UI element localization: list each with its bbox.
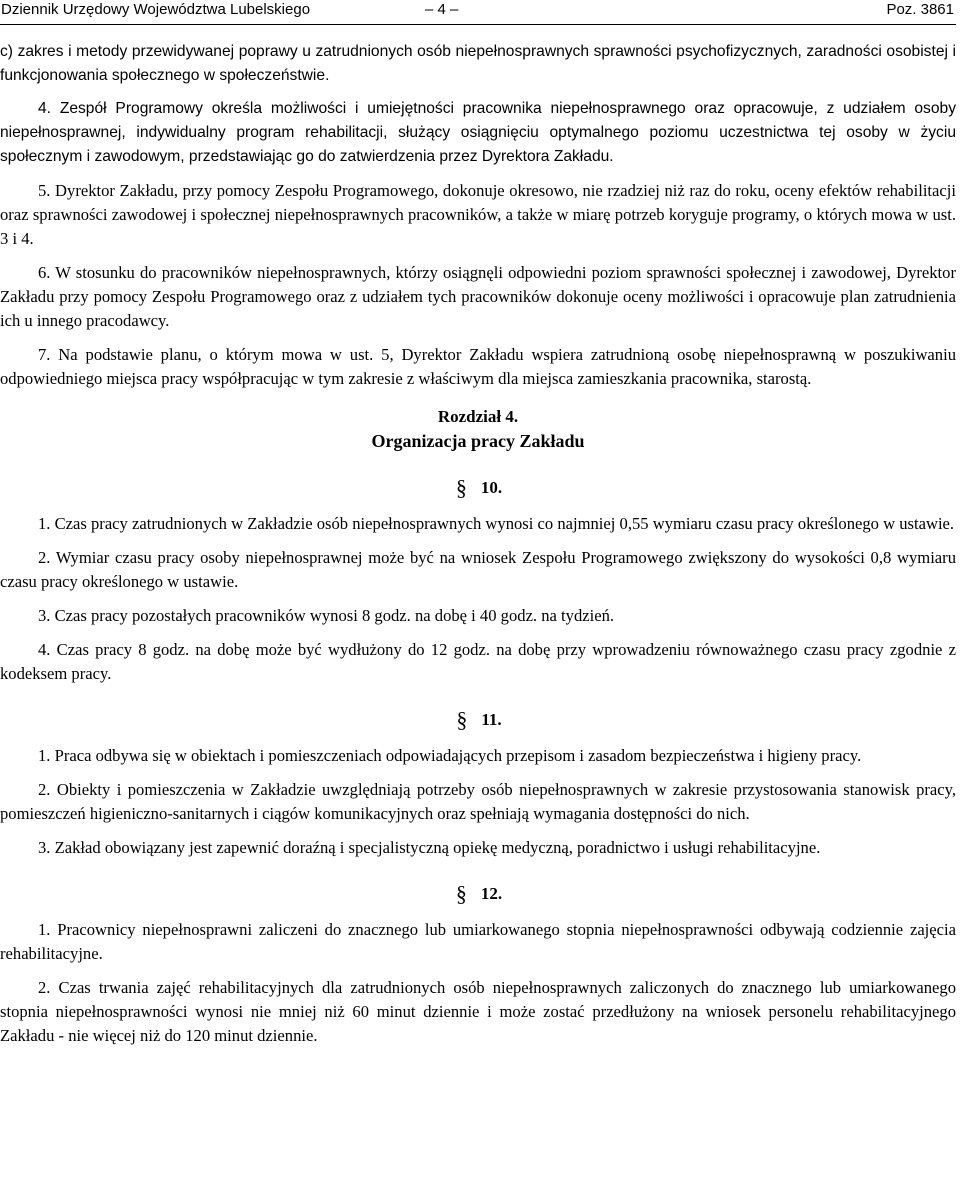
section-10-item: 2. Wymiar czasu pracy osoby niepełnosprawnej może być na wniosek Zespołu Programowego zwiększony do wysokości 0,8 wymiaru czasu pracy określonego w ustawie. [0, 548, 956, 591]
section-11-item: 2. Obiekty i pomieszczenia w Zakładzie uwzględniają potrzeby osób niepełnosprawnych w zakresie przystosowania stanowisk pracy, pomieszczeń higieniczno-sanitarnych i ciągów komunikacyjnych oraz spełniają wymagania dostępności do nich. [0, 780, 956, 823]
paragraph-4: 4. Zespół Programowy określa możliwości i umiejętności pracownika niepełnosprawnego oraz opracowuje, z udziałem osoby niepełnosprawnej, indywidualny program rehabilitacji, służący osiągnięciu optymalnego poziomu uczestnictwa tej osoby w życiu społecznym i zawodowym, przedstawiając go do zatwierdzenia przez Dyrektora Zakładu. [0, 100, 956, 165]
paragraph-c: c) zakres i metody przewidywanej poprawy u zatrudnionych osób niepełnosprawnych sprawności psychofizycznych, zaradności osobistej i funkcjonowania społecznego w społeczeństwie. [0, 43, 956, 84]
chapter-number: Rozdział 4. [437, 407, 519, 426]
section-heading-12 [0, 880, 956, 906]
page-number: – 4 – [425, 1, 459, 18]
document-body [0, 40, 956, 1048]
section-sign: § [455, 475, 467, 500]
section-number: 10. [480, 478, 503, 497]
journal-title: Dziennik Urzędowy Województwa Lubelskiego [1, 1, 311, 18]
section-11-item: 1. Praca odbywa się w obiektach i pomieszczeniach odpowiadających przepisom i zasadom bezpieczeństwa i higieny pracy. [38, 746, 862, 765]
section-10-item: 1. Czas pracy zatrudnionych w Zakładzie osób niepełnosprawnych wynosi co najmniej 0,55 wymiaru czasu pracy określonego w ustawie. [38, 514, 955, 533]
section-number: 11. [481, 710, 502, 729]
section-sign: § [456, 707, 468, 732]
running-header [0, 0, 956, 25]
section-heading-10 [0, 474, 956, 500]
item-number: Poz. 3861 [886, 1, 954, 18]
section-11-item: 3. Zakład obowiązany jest zapewnić doraźną i specjalistyczną opiekę medyczną, poradnictwo i usługi rehabilitacyjne. [38, 838, 821, 857]
section-sign: § [455, 881, 467, 906]
section-10-item: 3. Czas pracy pozostałych pracowników wynosi 8 godz. na dobę i 40 godz. na tydzień. [38, 606, 615, 625]
section-10-item: 4. Czas pracy 8 godz. na dobę może być wydłużony do 12 godz. na dobę przy wprowadzeniu równoważnego czasu pracy zgodnie z kodeksem pracy. [0, 640, 956, 683]
paragraph-7: 7. Na podstawie planu, o którym mowa w ust. 5, Dyrektor Zakładu wspiera zatrudnioną osobę niepełnosprawną w poszukiwaniu odpowiedniego miejsca pracy współpracując w tym zakresie z właściwym dla miejsca zamieszkania pracownika, starostą. [0, 345, 956, 388]
paragraph-5: 5. Dyrektor Zakładu, przy pomocy Zespołu Programowego, dokonuje okresowo, nie rzadziej niż raz do roku, oceny efektów rehabilitacji oraz sprawności zawodowej i społecznej niepełnosprawnych pracowników, a także w miarę potrzeb koryguje programy, o których mowa w ust. 3 i 4. [0, 181, 956, 248]
paragraph-6: 6. W stosunku do pracowników niepełnosprawnych, którzy osiągnęli odpowiedni poziom sprawności społecznej i zawodowej, Dyrektor Zakładu przy pomocy Zespołu Programowego oraz z udziałem tych pracowników dokonuje oceny możliwości i opracowuje plan zatrudnienia ich u innego pracodawcy. [0, 263, 956, 330]
section-12-item: 2. Czas trwania zajęć rehabilitacyjnych dla zatrudnionych osób niepełnosprawnych zaliczonych do znacznego lub umiarkowanego stopnia niepełnosprawności wynosi nie mniej niż 60 minut dziennie i może zostać przedłużony na wniosek personelu rehabilitacyjnego Zakładu - nie więcej niż do 120 minut dziennie. [0, 978, 956, 1045]
section-number: 12. [480, 884, 503, 903]
section-12-item: 1. Pracownicy niepełnosprawni zaliczeni do znacznego lub umiarkowanego stopnia niepełnosprawności odbywają codziennie zajęcia rehabilitacyjne. [0, 920, 956, 963]
section-heading-11 [0, 706, 956, 732]
chapter-title: Organizacja pracy Zakładu [371, 431, 585, 451]
